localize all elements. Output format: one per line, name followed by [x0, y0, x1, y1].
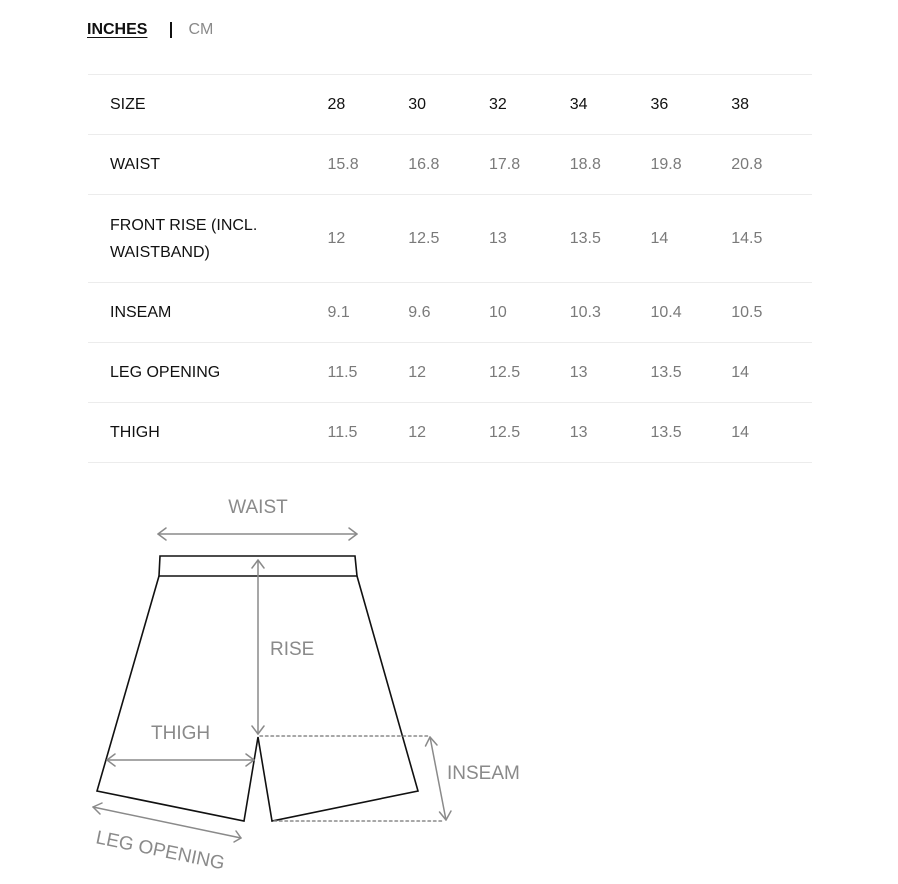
unit-toggle [87, 20, 213, 40]
table-cell: 14 [731, 403, 812, 463]
table-cell: 14 [731, 343, 812, 403]
unit-inches-tab[interactable]: INCHES [87, 21, 148, 38]
unit-divider [170, 22, 172, 38]
thigh-label: THIGH [151, 723, 211, 744]
rise-arrow [252, 560, 264, 734]
table-cell: 13.5 [650, 403, 731, 463]
table-row-inseam [88, 283, 812, 343]
row-label: INSEAM [88, 283, 327, 343]
table-cell: 19.8 [650, 135, 731, 195]
table-cell: 10.5 [731, 283, 812, 343]
size-header-cell: 38 [731, 75, 812, 135]
row-label: LEG OPENING [88, 343, 327, 403]
table-cell: 10.3 [570, 283, 651, 343]
waist-arrow [158, 528, 357, 540]
table-cell: 12 [327, 195, 408, 283]
table-cell: 16.8 [408, 135, 489, 195]
size-header-cell: 30 [408, 75, 489, 135]
leg-opening-label: LEG OPENING [93, 827, 227, 875]
row-label: FRONT RISE (INCL. WAISTBAND) [88, 195, 327, 283]
table-cell: 11.5 [327, 343, 408, 403]
table-cell: 10.4 [650, 283, 731, 343]
table-cell: 13.5 [570, 195, 651, 283]
row-label: THIGH [88, 403, 327, 463]
table-row-waist [88, 135, 812, 195]
table-cell: 12 [408, 343, 489, 403]
table-cell: 13 [489, 195, 570, 283]
inseam-guides [260, 736, 444, 821]
table-cell: 10 [489, 283, 570, 343]
waist-label: WAIST [228, 497, 288, 518]
table-cell: 13 [570, 403, 651, 463]
table-cell: 14 [650, 195, 731, 283]
size-chart-table [88, 74, 812, 463]
table-cell: 12.5 [489, 403, 570, 463]
row-label: WAIST [88, 135, 327, 195]
size-header-cell: 32 [489, 75, 570, 135]
table-header-row [88, 75, 812, 135]
table-cell: 13.5 [650, 343, 731, 403]
table-cell: 9.6 [408, 283, 489, 343]
size-header-cell: 36 [650, 75, 731, 135]
table-cell: 11.5 [327, 403, 408, 463]
table-cell: 15.8 [327, 135, 408, 195]
table-cell: 14.5 [731, 195, 812, 283]
thigh-arrow [107, 754, 254, 766]
unit-cm-tab[interactable]: CM [188, 21, 214, 38]
size-header-cell: 34 [570, 75, 651, 135]
size-header-label: SIZE [88, 75, 327, 135]
size-header-cell: 28 [327, 75, 408, 135]
table-cell: 12.5 [489, 343, 570, 403]
table-cell: 13 [570, 343, 651, 403]
table-row-thigh [88, 403, 812, 463]
table-cell: 9.1 [327, 283, 408, 343]
shorts-measurement-diagram [0, 480, 560, 884]
table-cell: 12 [408, 403, 489, 463]
table-cell: 12.5 [408, 195, 489, 283]
table-cell: 17.8 [489, 135, 570, 195]
table-cell: 20.8 [731, 135, 812, 195]
inseam-label: INSEAM [447, 763, 520, 784]
rise-label: RISE [270, 639, 315, 660]
table-cell: 18.8 [570, 135, 651, 195]
table-row-leg-opening [88, 343, 812, 403]
table-row-front-rise [88, 195, 812, 283]
